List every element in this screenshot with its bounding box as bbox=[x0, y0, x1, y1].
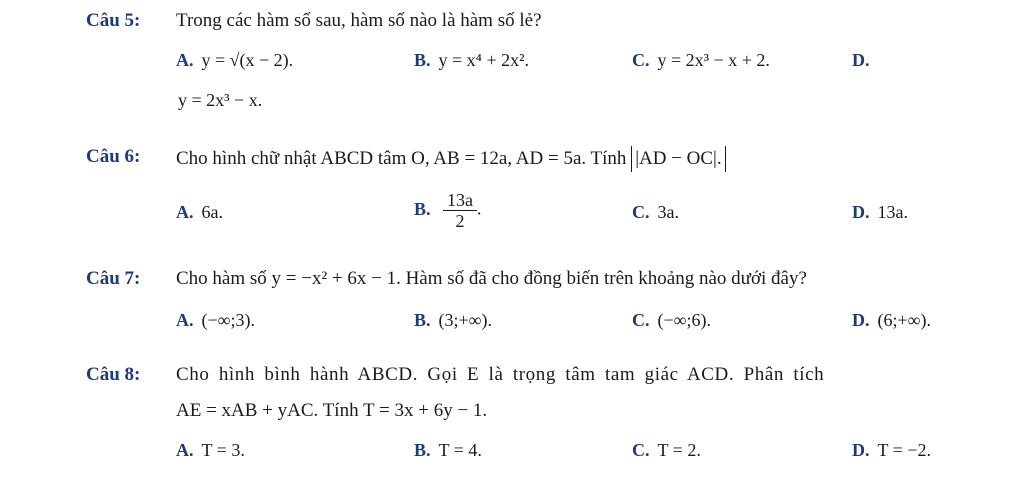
question-5-option-d[interactable]: D. bbox=[852, 50, 870, 70]
question-6-option-a[interactable]: A. 6a. bbox=[176, 202, 223, 222]
vector-difference-expression: |AD − OC|. bbox=[631, 146, 725, 172]
question-8-option-c[interactable]: C. T = 2. bbox=[632, 440, 701, 460]
question-5-option-b[interactable]: B. y = x⁴ + 2x². bbox=[414, 50, 529, 70]
question-5-option-a[interactable]: A. y = √(x − 2). bbox=[176, 50, 294, 70]
question-5-stem: Trong các hàm số sau, hàm số nào là hàm số lẻ? bbox=[176, 10, 542, 31]
question-6-option-d[interactable]: D. 13a. bbox=[852, 202, 908, 222]
question-8-option-d[interactable]: D. T = −2. bbox=[852, 440, 931, 460]
question-8-stem-line-2: AE = xAB + yAC. Tính T = 3x + 6y − 1. bbox=[176, 400, 488, 421]
question-5-label: Câu 5: bbox=[86, 10, 141, 31]
question-6-option-c[interactable]: C. 3a. bbox=[632, 202, 679, 222]
question-8-stem: Cho hình bình hành ABCD. Gọi E là trọng tâm tam giác ACD. Phân tích bbox=[176, 364, 825, 385]
question-6-stem: Cho hình chữ nhật ABCD tâm O, AB = 12a, AD = 5a. Tính |AD − OC|. bbox=[176, 146, 726, 172]
option-a-text: y = √(x − 2). bbox=[201, 50, 294, 70]
question-6-label: Câu 6: bbox=[86, 146, 141, 167]
question-7-label: Câu 7: bbox=[86, 268, 141, 289]
fraction-13a-over-2: $\frac{13a}{2}$ bbox=[443, 190, 477, 231]
question-7-option-d[interactable]: D. (6;+∞). bbox=[852, 310, 931, 330]
option-c-text: y = 2x³ − x + 2. bbox=[657, 50, 770, 70]
question-6-option-b[interactable]: B. $\frac{13a}{2}$ . bbox=[414, 190, 482, 231]
question-7-option-b[interactable]: B. (3;+∞). bbox=[414, 310, 492, 330]
question-8-label: Câu 8: bbox=[86, 364, 141, 385]
question-8-option-b[interactable]: B. T = 4. bbox=[414, 440, 482, 460]
question-5-option-c[interactable]: C. y = 2x³ − x + 2. bbox=[632, 50, 770, 70]
question-7-option-a[interactable]: A. (−∞;3). bbox=[176, 310, 255, 330]
question-8-option-a[interactable]: A. T = 3. bbox=[176, 440, 245, 460]
option-b-text: y = x⁴ + 2x². bbox=[438, 50, 529, 70]
question-7-option-c[interactable]: C. (−∞;6). bbox=[632, 310, 711, 330]
question-5-option-d-text: y = 2x³ − x. bbox=[178, 90, 263, 110]
question-7-stem: Cho hàm số y = −x² + 6x − 1. Hàm số đã cho đồng biến trên khoảng nào dưới đây? bbox=[176, 268, 807, 289]
